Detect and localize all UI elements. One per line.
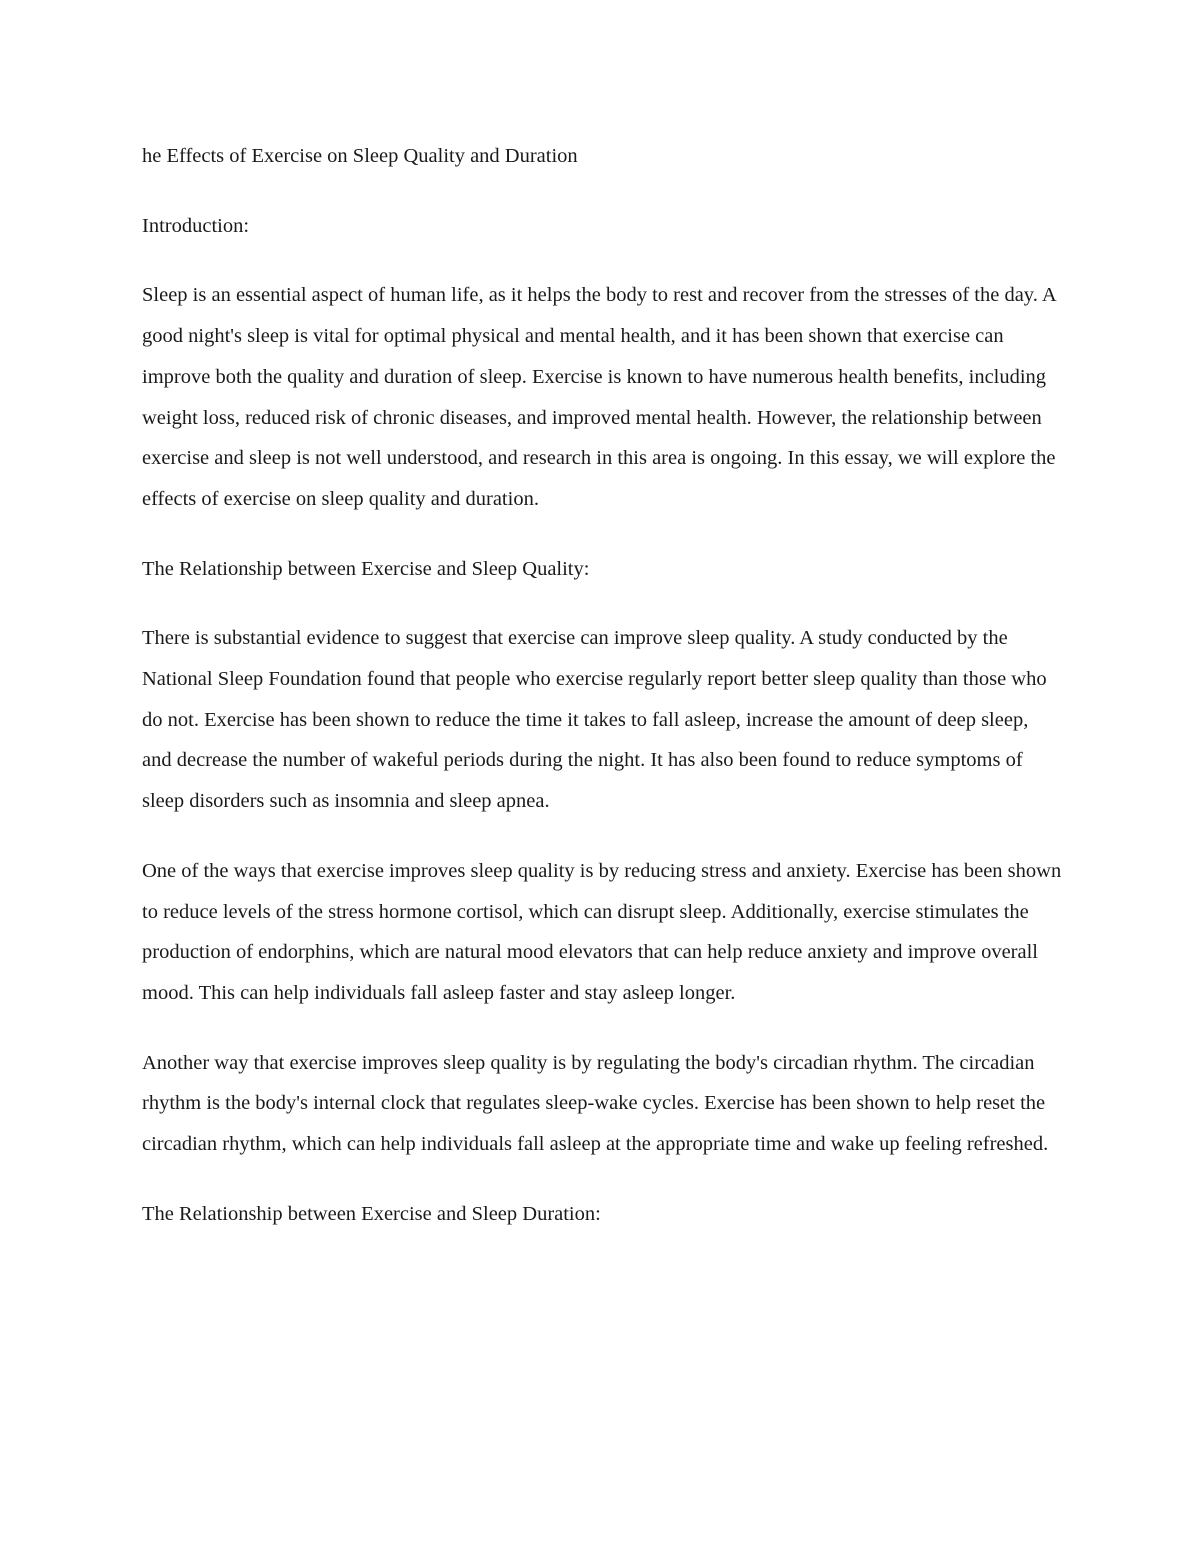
paragraph: Sleep is an essential aspect of human life, as it helps the body to rest and recover from the stresses of the day. A good night's sleep is vital for optimal physical and mental health, and it has been shown that exercise can improve both the quality and duration of sleep. Exercise is known to have numerous health benefits, including weight loss, reduced risk of chronic diseases, and improved mental health. However, the relationship between exercise and sleep is not well understood, and research in this area is ongoing. In this essay, we will explore the effects of exercise on sleep quality and duration.: [142, 284, 1056, 510]
paragraph: One of the ways that exercise improves sleep quality is by reducing stress and anxiety. Exercise has been shown to reduce levels of the stress hormone cortisol, which can disrupt sleep. Additionally, exercise stimulates the production of endorphins, which are natural mood elevators that can help reduce anxiety and improve overall mood. This can help individuals fall asleep faster and stay asleep longer.: [142, 859, 1062, 1004]
document-title: he Effects of Exercise on Sleep Quality and Duration: [142, 145, 578, 167]
section-heading-sleep-quality: The Relationship between Exercise and Sleep Quality:: [142, 557, 590, 580]
section-heading-introduction: Introduction:: [142, 214, 250, 237]
document-body: [142, 136, 1062, 1263]
paragraph: There is substantial evidence to suggest that exercise can improve sleep quality. A study conducted by the National Sleep Foundation found that people who exercise regularly report better sleep quality than those who do not. Exercise has been shown to reduce the time it takes to fall asleep, increase the amount of deep sleep, and decrease the number of wakeful periods during the night. It has also been found to reduce symptoms of sleep disorders such as insomnia and sleep apnea.: [142, 627, 1047, 813]
section-heading-sleep-duration: The Relationship between Exercise and Sleep Duration:: [142, 1202, 601, 1225]
paragraph: Another way that exercise improves sleep quality is by regulating the body's circadian rhythm. The circadian rhythm is the body's internal clock that regulates sleep-wake cycles. Exercise has been shown to help reset the circadian rhythm, which can help individuals fall asleep at the appropriate time and wake up feeling refreshed.: [142, 1051, 1049, 1156]
